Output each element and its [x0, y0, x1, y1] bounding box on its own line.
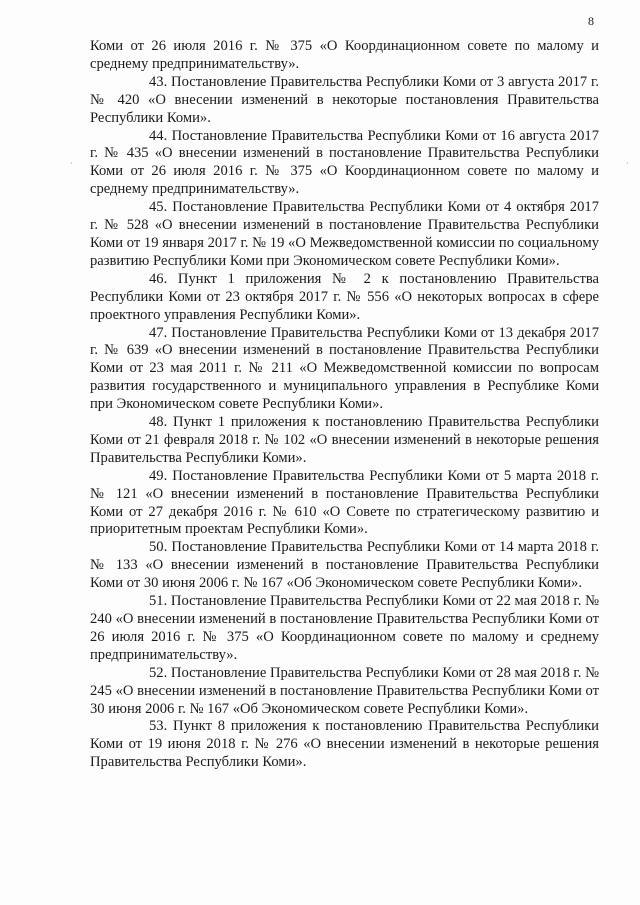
scan-artifact-left: ·	[70, 158, 73, 168]
list-item-53: 53. Пункт 8 приложения к постановлению Правительства Республики Коми от 19 июня 2018 г. № 276 «О внесении изменений в некоторые решения Правительства Республики Коми».	[90, 718, 599, 771]
list-item-47: 47. Постановление Правительства Республики Коми от 13 декабря 2017 г. № 639 «О внесении изменений в постановление Правительства Республики Коми от 23 мая 2011 г. № 211 «О Межведомственной комиссии по вопросам развития государственного и муниципального управления в Республике Коми при Экономическом совете Республики Коми».	[90, 324, 599, 413]
list-item-48: 48. Пункт 1 приложения к постановлению Правительства Республики Коми от 21 февраля 2018 г. № 102 «О внесении изменений в некоторые решения Правительства Республики Коми».	[90, 414, 599, 466]
document-body	[90, 38, 599, 772]
list-item-44: 44. Постановление Правительства Республики Коми от 16 августа 2017 г. № 435 «О внесении изменений в постановление Правительства Республики Коми от 26 июля 2016 г. № 375 «О Координационном совете по малому и среднему предпринимательству».	[90, 127, 599, 198]
list-item-50: 50. Постановление Правительства Республики Коми от 14 марта 2018 г. № 133 «О внесении изменений в постановление Правительства Республики Коми от 30 июня 2006 г. № 167 «Об Экономическом совете Республики Коми».	[90, 539, 599, 592]
page-number: 8	[588, 14, 594, 28]
list-item-52: 52. Постановление Правительства Республики Коми от 28 мая 2018 г. № 245 «О внесении изменений в постановление Правительства Республики Коми от 30 июня 2006 г. № 167 «Об Экономическом совете Республики Коми».	[90, 664, 599, 717]
list-item-45: 45. Постановление Правительства Республики Коми от 4 октября 2017 г. № 528 «О внесении изменений в постановление Правительства Республики Коми от 19 января 2017 г. № 19 «О Межведомственной комиссии по социальному развитию Республики Коми при Экономическом совете Республики Коми».	[90, 199, 599, 269]
list-item-51: 51. Постановление Правительства Республики Коми от 22 мая 2018 г. № 240 «О внесении изменений в постановление Правительства Республики Коми от 26 июля 2016 г. № 375 «О Координационном совете по малому и среднему предпринимательству».	[90, 593, 599, 663]
list-item-46: 46. Пункт 1 приложения № 2 к постановлению Правительства Республики Коми от 23 октября 2017 г. № 556 «О некоторых вопросах в сфере проектного управления Республики Коми».	[90, 270, 599, 323]
list-item-49: 49. Постановление Правительства Республики Коми от 5 марта 2018 г. № 121 «О внесении изменений в постановление Правительства Республики Коми от 27 декабря 2016 г. № 610 «О Совете по стратегическому развитию и приоритетным проектам Республики Коми».	[90, 467, 599, 538]
scan-artifact-right: ·	[626, 158, 629, 168]
list-item-43: 43. Постановление Правительства Республики Коми от 3 августа 2017 г. № 420 «О внесении изменений в некоторые постановления Правительства Республики Коми».	[90, 73, 599, 126]
paragraph-continuation: Коми от 26 июля 2016 г. № 375 «О Координационном совете по малому и среднему предпринимательству».	[90, 38, 599, 72]
